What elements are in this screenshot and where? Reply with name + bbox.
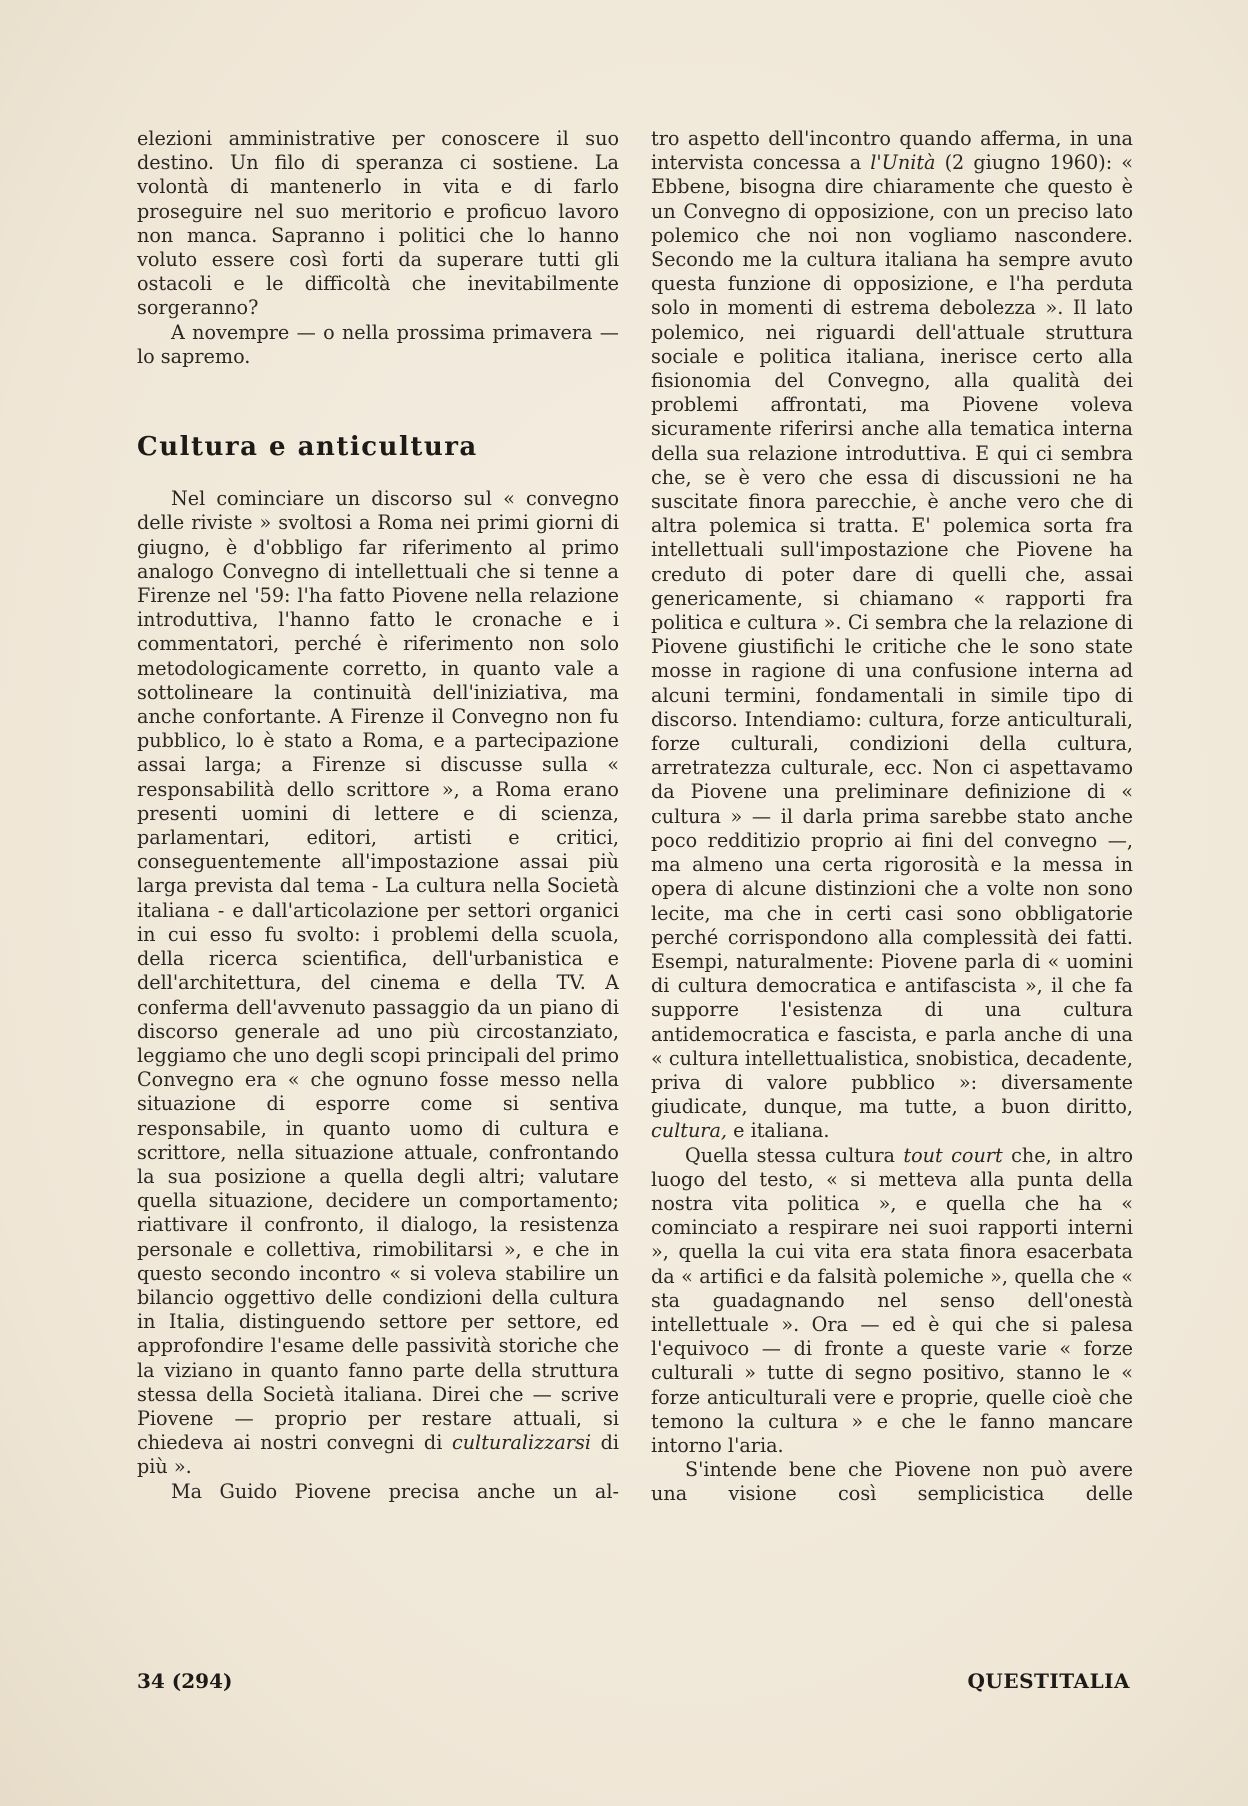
- paragraph: [651, 1144, 1133, 1459]
- paragraph: elezioni amministrative per conoscere il suo destino. Un filo di speranza ci sostiene. La volontà di mantenerlo in vita e di farlo proseguire nel suo meritorio e proficuo lavoro non manca. Sapranno i politici che lo hanno voluto essere così forti da superare tutti gli ostacoli e le difficoltà che inevitabilmente sorgeranno?: [137, 127, 619, 320]
- text-run: Quella stessa cultura: [685, 1143, 904, 1167]
- right-column: [651, 127, 1133, 1507]
- emphasis: l'Unità: [870, 151, 936, 175]
- paragraph: Ma Guido Piovene precisa anche un al-: [171, 1479, 619, 1503]
- publication-name: QUESTITALIA: [967, 1669, 1130, 1693]
- section-heading: Cultura e anticultura: [137, 432, 478, 463]
- paragraph: A novempre — o nella prossima primavera — lo sapremo.: [137, 320, 619, 368]
- text-run: di più ».: [137, 1431, 619, 1479]
- text-run: Nel cominciare un discorso sul « convegno delle riviste » svoltosi a Roma nei primi giorni di giugno, è d'obbligo far riferimento al primo analogo Convegno di intellettuali che si tenne a Firenze nel '59: l'ha fatto Piovene nella relazione introduttiva, l'hanno fatto le cronache e i commentatori, perché è riferimento non solo metodologicamente corretto, in quanto vale a sottolineare la continuità dell'iniziativa, ma anche confortante. A Firenze il Convegno non fu pubblico, lo è stato a Roma, e a partecipazione assai larga; a Firenze si discusse sulla « responsabilità dello scrittore », a Roma erano presenti uomini di lettere e di scienza, parlamentari, editori, artisti e critici, conseguentemente all'impostazione assai più larga prevista dal tema - La cultura nella Società italiana - e dall'articolazione per settori organici in cui esso fu svolto: i problemi della scuola, della ricerca scientifica, dell'urbanistica e dell'architettura, del cinema e della TV. A conferma dell'avvenuto passaggio da un piano di discorso generale ad uno più circostanziato, leggiamo che uno degli scopi principali del primo Convegno era « che ognuno fosse messo nella situazione di esporre come si sentiva responsabile, in quanto uomo di cultura e scrittore, nella situazione attuale, confrontando la sua posizione a quella degli altri; valutare quella situazione, decidere un comportamento; riattivare il confronto, il dialogo, la resistenza personale e collettiva, rimobilitarsi », e che in questo secondo incontro « si voleva stabilire un bilancio oggettivo delle condizioni della cultura in Italia, distinguendo settore per settore, ed approfondire l'esame delle passività storiche che la viziano in quanto fanno parte della struttura stessa della Società italiana. Direi che — scrive Piovene — proprio per restare attuali, si chiedeva ai nostri convegni di: [137, 487, 619, 1455]
- text-run: (2 giugno 1960): « Ebbene, bisogna dire chiaramente che questo è un Convegno di opposizione, con un preciso lato polemico che noi non vogliamo nascondere. Secondo me la cultura italiana ha sempre avuto questa funzione di opposizione, e l'ha perduta solo in momenti di estrema debolezza ». Il lato polemico, nei riguardi dell'attuale struttura sociale e politica italiana, inerisce certo alla fisionomia del Convegno, alla qualità dei problemi affrontati, ma Piovene voleva sicuramente riferirsi anche alla tematica interna della sua relazione introduttiva. E qui ci sembra che, se è vero che essa di discussioni ne ha suscitate finora parecchie, è anche vero che di altra polemica si tratta. E' polemica sorta fra intellettuali sull'impostazione che Piovene ha creduto di poter dare di quelli che, assai genericamente, si chiamano « rapporti fra politica e cultura ». Ci sembra che la relazione di Piovene giustifichi le critiche che le sono state mosse in ragione di una confusione interna ad alcuni termini, fondamentali in simile tipo di discorso. Intendiamo: cultura, forze anticulturali, forze culturali, condizioni della cultura, arretratezza culturale, ecc. Non ci aspettavamo da Piovene una preliminare definizione di « cultura » — il darla prima sarebbe stato anche poco redditizio proprio ai fini del convegno —, ma almeno una certa rigorosità e la messa in opera di alcune distinzioni che a volte non sono lecite, ma che in certi casi sono obbligatorie perché corrispondono alla complessità dei fatti. Esempi, naturalmente: Piovene parla di « uomini di cultura democratica e antifascista », il che fa supporre l'esistenza di una cultura antidemocratica e fascista, e parla anche di una « cultura intellettualistica, snobistica, decadente, priva di valore pubblico »: diversamente giudicate, dunque, ma tutte, a buon diritto,: [651, 151, 1133, 1119]
- emphasis: cultura,: [651, 1119, 728, 1143]
- emphasis: culturalizzarsi: [451, 1431, 591, 1455]
- text-run: tro aspetto dell'incontro quando afferma, in una intervista concessa a: [651, 127, 1133, 175]
- text-run: e italiana.: [727, 1119, 830, 1143]
- paragraph: S'intende bene che Piovene non può avere una visione così semplicistica delle: [651, 1458, 1133, 1506]
- paragraph: [137, 487, 619, 1479]
- paragraph: [651, 127, 1133, 1144]
- left-column: [137, 127, 619, 1504]
- page-number: 34 (294): [137, 1669, 233, 1693]
- text-run: che, in altro luogo del testo, « si metteva alla punta della nostra vita politica », e quella che ha « cominciato a respirare nei suoi rapporti interni », quella la cui vita era stata finora esacerbata da « artifici e da falsità polemiche », quella che « sta guadagnando nel senso dell'onestà intellettuale ». Ora — ed è qui che si palesa l'equivoco — di fronte a queste varie « forze culturali » tutte di segno positivo, stanno le « forze anticulturali vere e proprie, quelle cioè che temono la cultura » e che le fanno mancare intorno l'aria.: [651, 1143, 1134, 1457]
- emphasis: tout court: [903, 1143, 1003, 1167]
